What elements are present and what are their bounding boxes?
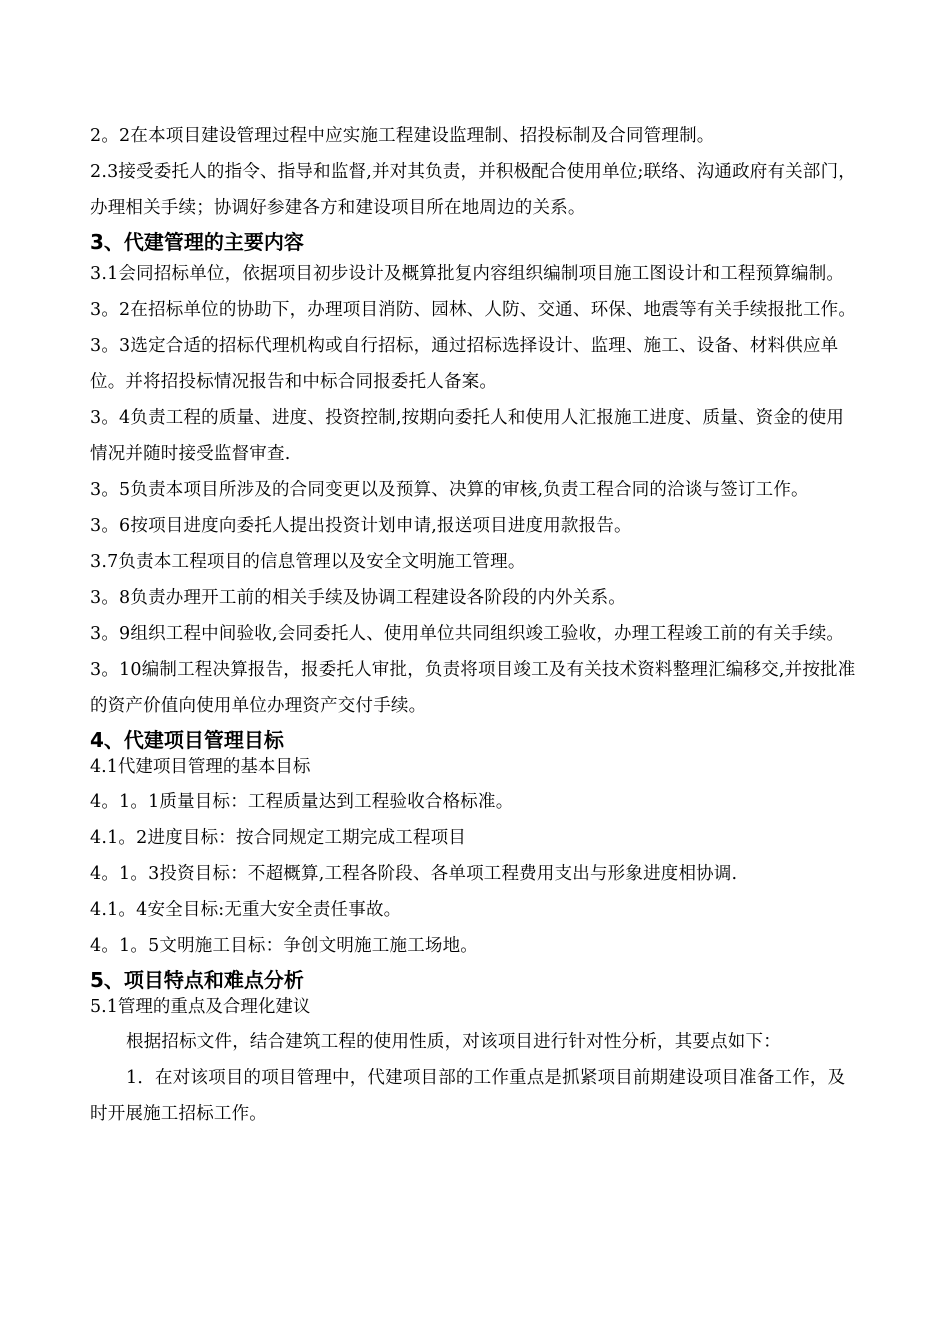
paragraph-4-1-3: 4。1。3投资目标：不超概算,工程各阶段、各单项工程费用支出与形象进度相协调. [90, 864, 738, 884]
paragraph-3-9: 3。9组织工程中间验收,会同委托人、使用单位共同组织竣工验收，办理工程竣工前的有关手续。 [90, 624, 845, 644]
paragraph-3-3: 3。3选定合适的招标代理机构或自行招标，通过招标选择设计、监理、施工、设备、材料供应单位。并将招投标情况报告和中标合同报委托人备案。 [90, 336, 839, 392]
paragraph-5-intro: 根据招标文件，结合建筑工程的使用性质，对该项目进行针对性分析，其要点如下： [126, 1032, 781, 1052]
paragraph-5-item-1: 1．在对该项目的项目管理中，代建项目部的工作重点是抓紧项目前期建设项目准备工作，及时开展施工招标工作。 [90, 1068, 846, 1124]
paragraph-3-2: 3。2在招标单位的协助下，办理项目消防、园林、人防、交通、环保、地震等有关手续报批工作。 [90, 300, 857, 320]
paragraph-3-6: 3。6按项目进度向委托人提出投资计划申请,报送项目进度用款报告。 [90, 516, 632, 536]
paragraph-4-1-1: 4。1。1质量目标：工程质量达到工程验收合格标准。 [90, 792, 514, 812]
paragraph-3-10: 3。10编制工程决算报告，报委托人审批，负责将项目竣工及有关技术资料整理汇编移交,并按批准的资产价值向使用单位办理资产交付手续。 [90, 660, 856, 716]
paragraph-3-1: 3.1会同招标单位，依据项目初步设计及概算批复内容组织编制项目施工图设计和工程预算编制。 [90, 264, 845, 284]
paragraph-3-8: 3。8负责办理开工前的相关手续及协调工程建设各阶段的内外关系。 [90, 588, 626, 608]
paragraph-2-3: 2.3接受委托人的指令、指导和监督,并对其负责，并积极配合使用单位;联络、沟通政府有关部门，办理相关手续；协调好参建各方和建设项目所在地周边的关系。 [90, 162, 856, 218]
paragraph-3-5: 3。5负责本项目所涉及的合同变更以及预算、决算的审核,负责工程合同的洽谈与签订工作。 [90, 480, 809, 500]
paragraph-3-4: 3。4负责工程的质量、进度、投资控制,按期向委托人和使用人汇报施工进度、质量、资金的使用情况并随时接受监督审查. [90, 408, 845, 464]
document-page [90, 118, 860, 1132]
paragraph-2-2: 2。2在本项目建设管理过程中应实施工程建设监理制、招投标制及合同管理制。 [90, 126, 715, 146]
section-heading-4: 4、代建项目管理目标 [90, 728, 284, 752]
paragraph-4-1-4: 4.1。4安全目标:无重大安全责任事故。 [90, 900, 402, 920]
paragraph-3-7: 3.7负责本工程项目的信息管理以及安全文明施工管理。 [90, 552, 526, 572]
section-heading-3: 3、代建管理的主要内容 [90, 230, 304, 254]
paragraph-4-1-2: 4.1。2进度目标：按合同规定工期完成工程项目 [90, 828, 467, 848]
paragraph-4-1-5: 4。1。5文明施工目标：争创文明施工施工场地。 [90, 936, 479, 956]
subsection-5-1: 5.1管理的重点及合理化建议 [90, 997, 311, 1017]
subsection-4-1: 4.1代建项目管理的基本目标 [90, 757, 311, 777]
section-heading-5: 5、项目特点和难点分析 [90, 968, 304, 992]
